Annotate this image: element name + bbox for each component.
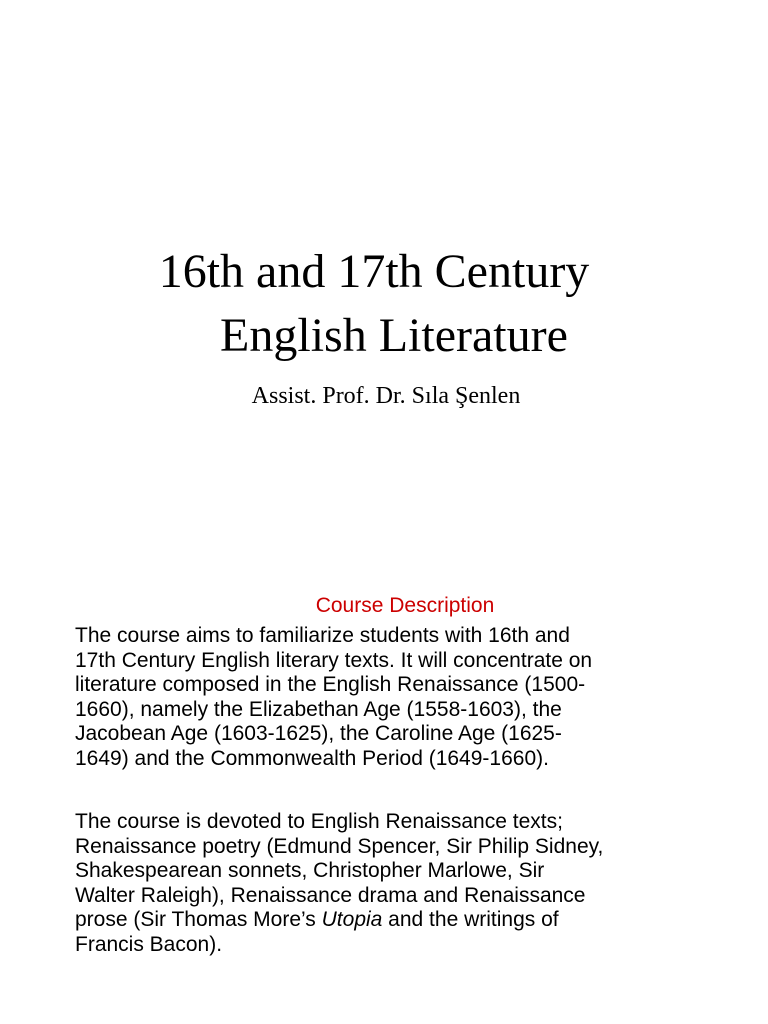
paragraph-line-utopia (75, 908, 735, 933)
title-line-1: 16th and 17th Century (158, 245, 590, 298)
paragraph-line: Renaissance poetry (Edmund Spencer, Sir Philip Sidney, (75, 834, 604, 858)
paragraph-course-contents (75, 810, 735, 957)
paragraph-line: The course aims to familiarize students with 16th and (75, 624, 570, 647)
paragraph-line: Francis Bacon). (75, 932, 223, 956)
line-text-before: prose (Sir Thomas More’s (75, 908, 322, 931)
title-line-2: English Literature (220, 309, 568, 362)
paragraph-line: 1649) and the Commonwealth Period (1649-1660). (75, 746, 549, 770)
page-title (0, 240, 768, 368)
paragraph-line: Shakespearean sonnets, Christopher Marlowe, Sir (75, 859, 545, 882)
paragraph-course-aims (75, 624, 735, 771)
paragraph-line: The course is devoted to English Renaissance texts; (75, 810, 563, 833)
line-text-after: and the writings of (382, 908, 559, 931)
paragraph-line: Walter Raleigh), Renaissance drama and Renaissance (75, 883, 586, 907)
utopia-title: Utopia (321, 908, 383, 931)
paragraph-line: 17th Century English literary texts. It will concentrate on (75, 648, 593, 672)
paragraph-line: 1660), namely the Elizabethan Age (1558-1603), the (75, 697, 562, 721)
author-name: Assist. Prof. Dr. Sıla Şenlen (251, 383, 521, 409)
paragraph-line: literature composed in the English Renaissance (1500- (75, 673, 586, 696)
course-description-heading: Course Description (315, 594, 495, 617)
paragraph-line: Jacobean Age (1603-1625), the Caroline Age (1625- (75, 722, 562, 745)
